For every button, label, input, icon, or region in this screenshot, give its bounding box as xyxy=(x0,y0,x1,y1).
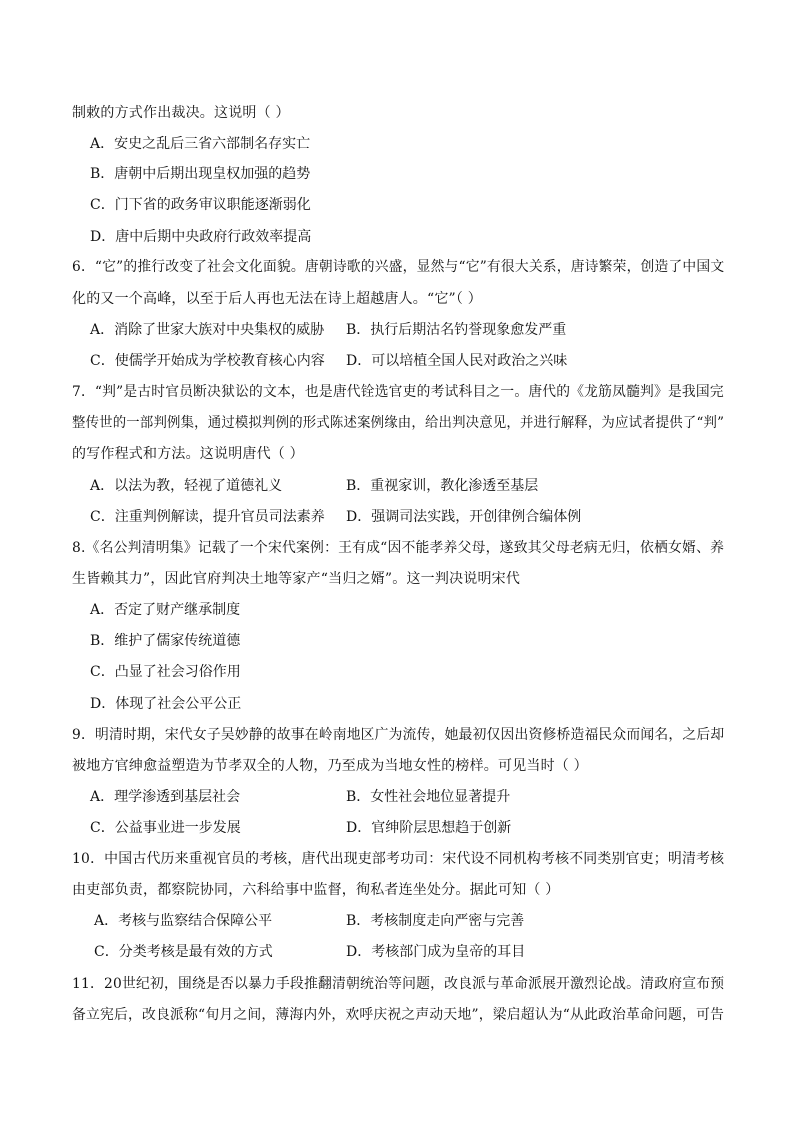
question-6-option-b[interactable]: B．执行后期沽名钓誉现象愈发严重 xyxy=(346,322,567,338)
question-10-option-c[interactable]: C．分类考核是最有效的方式 xyxy=(94,944,273,960)
question-9-stem-line-2: 被地方官绅愈益塑造为节孝双全的人物，乃至成为当地女性的榜样。可见当时（ ） xyxy=(72,758,588,774)
question-6-option-c[interactable]: C．使儒学开始成为学校教育核心内容 xyxy=(90,353,325,369)
question-11-stem-line-2: 备立宪后，改良派称“旬月之间，薄海内外，欢呼庆祝之声动天地”，梁启超认为“从此政治革命问题，可告 xyxy=(72,1007,725,1023)
question-7-stem-line-2: 整传世的一部判例集，通过模拟判例的形式陈述案例缘由，给出判决意见，并进行解释，为应试者提供了“判” xyxy=(72,415,725,431)
question-5-option-a[interactable]: A．安史之乱后三省六部制名存实亡 xyxy=(90,136,311,152)
question-7-option-a[interactable]: A．以法为教，轻视了道德礼义 xyxy=(90,478,283,494)
question-5-option-b[interactable]: B．唐朝中后期出现皇权加强的趋势 xyxy=(90,166,311,182)
question-6-stem-line-1: 6．“它”的推行改变了社会文化面貌。唐朝诗歌的兴盛，显然与“它”有很大关系，唐诗繁荣，创造了中国文 xyxy=(72,259,725,275)
question-8-stem-line-1: 8.《名公判清明集》记载了一个宋代案例：王有成“因不能孝养父母，遂致其父母老病无归，依栖女婿、养 xyxy=(72,540,725,556)
question-9-option-b[interactable]: B．女性社会地位显著提升 xyxy=(346,789,511,805)
question-8-option-a[interactable]: A．否定了财产继承制度 xyxy=(90,602,241,618)
question-10-option-a[interactable]: A．考核与监察结合保障公平 xyxy=(94,913,273,929)
question-10-option-b[interactable]: B．考核制度走向严密与完善 xyxy=(346,913,525,929)
question-5-option-d[interactable]: D．唐中后期中央政府行政效率提高 xyxy=(90,229,312,245)
question-11-stem-line-1: 11．20世纪初，围绕是否以暴力手段推翻清朝统治等问题，改良派与革命派展开激烈论战。清政府宣布预 xyxy=(72,976,725,992)
question-9-stem-line-1: 9．明清时期，宋代女子吴妙静的故事在岭南地区广为流传，她最初仅因出资修桥造福民众而闻名，之后却 xyxy=(72,727,725,743)
question-10-stem-line-2: 由吏部负责，都察院协同，六科给事中监督，徇私者连坐处分。据此可知（ ） xyxy=(72,882,560,898)
question-8-stem-line-2: 生皆赖其力”，因此官府判决土地等家产“当归之婿”。这一判决说明宋代 xyxy=(72,571,521,587)
question-10-option-d[interactable]: D．考核部门成为皇帝的耳目 xyxy=(346,944,526,960)
question-7-option-b[interactable]: B．重视家训，教化渗透至基层 xyxy=(346,478,539,494)
question-7-option-d[interactable]: D．强调司法实践，开创律例合编体例 xyxy=(346,509,582,525)
question-8-option-d[interactable]: D．体现了社会公平公正 xyxy=(90,696,242,712)
question-10-stem-line-1: 10．中国古代历来重视官员的考核，唐代出现吏部考功司：宋代设不同机构考核不同类别官吏；明清考核 xyxy=(72,851,725,867)
question-6-stem-line-2: 化的又一个高峰，以至于后人再也无法在诗上超越唐人。“它”（ ） xyxy=(72,291,482,307)
question-5-stem-line-1: 制敕的方式作出裁决。这说明（ ） xyxy=(72,105,290,121)
question-7-stem-line-1: 7．“判”是古时官员断决狱讼的文本，也是唐代铨选官吏的考试科目之一。唐代的《龙筋凤髓判》是我国完 xyxy=(72,384,724,400)
question-5-option-c[interactable]: C．门下省的政务审议职能逐渐弱化 xyxy=(90,197,311,213)
question-9-option-a[interactable]: A．理学渗透到基层社会 xyxy=(90,789,241,805)
question-8-option-b[interactable]: B．维护了儒家传统道德 xyxy=(90,633,241,649)
question-9-option-d[interactable]: D．官绅阶层思想趋于创新 xyxy=(346,820,512,836)
question-6-option-a[interactable]: A．消除了世家大族对中央集权的威胁 xyxy=(90,322,325,338)
question-7-option-c[interactable]: C．注重判例解读，提升官员司法素养 xyxy=(90,509,325,525)
question-6-option-d[interactable]: D．可以培植全国人民对政治之兴味 xyxy=(346,353,568,369)
question-9-option-c[interactable]: C．公益事业进一步发展 xyxy=(90,820,241,836)
question-7-stem-line-3: 的写作程式和方法。这说明唐代（ ） xyxy=(72,446,304,462)
question-8-option-c[interactable]: C．凸显了社会习俗作用 xyxy=(90,664,241,680)
